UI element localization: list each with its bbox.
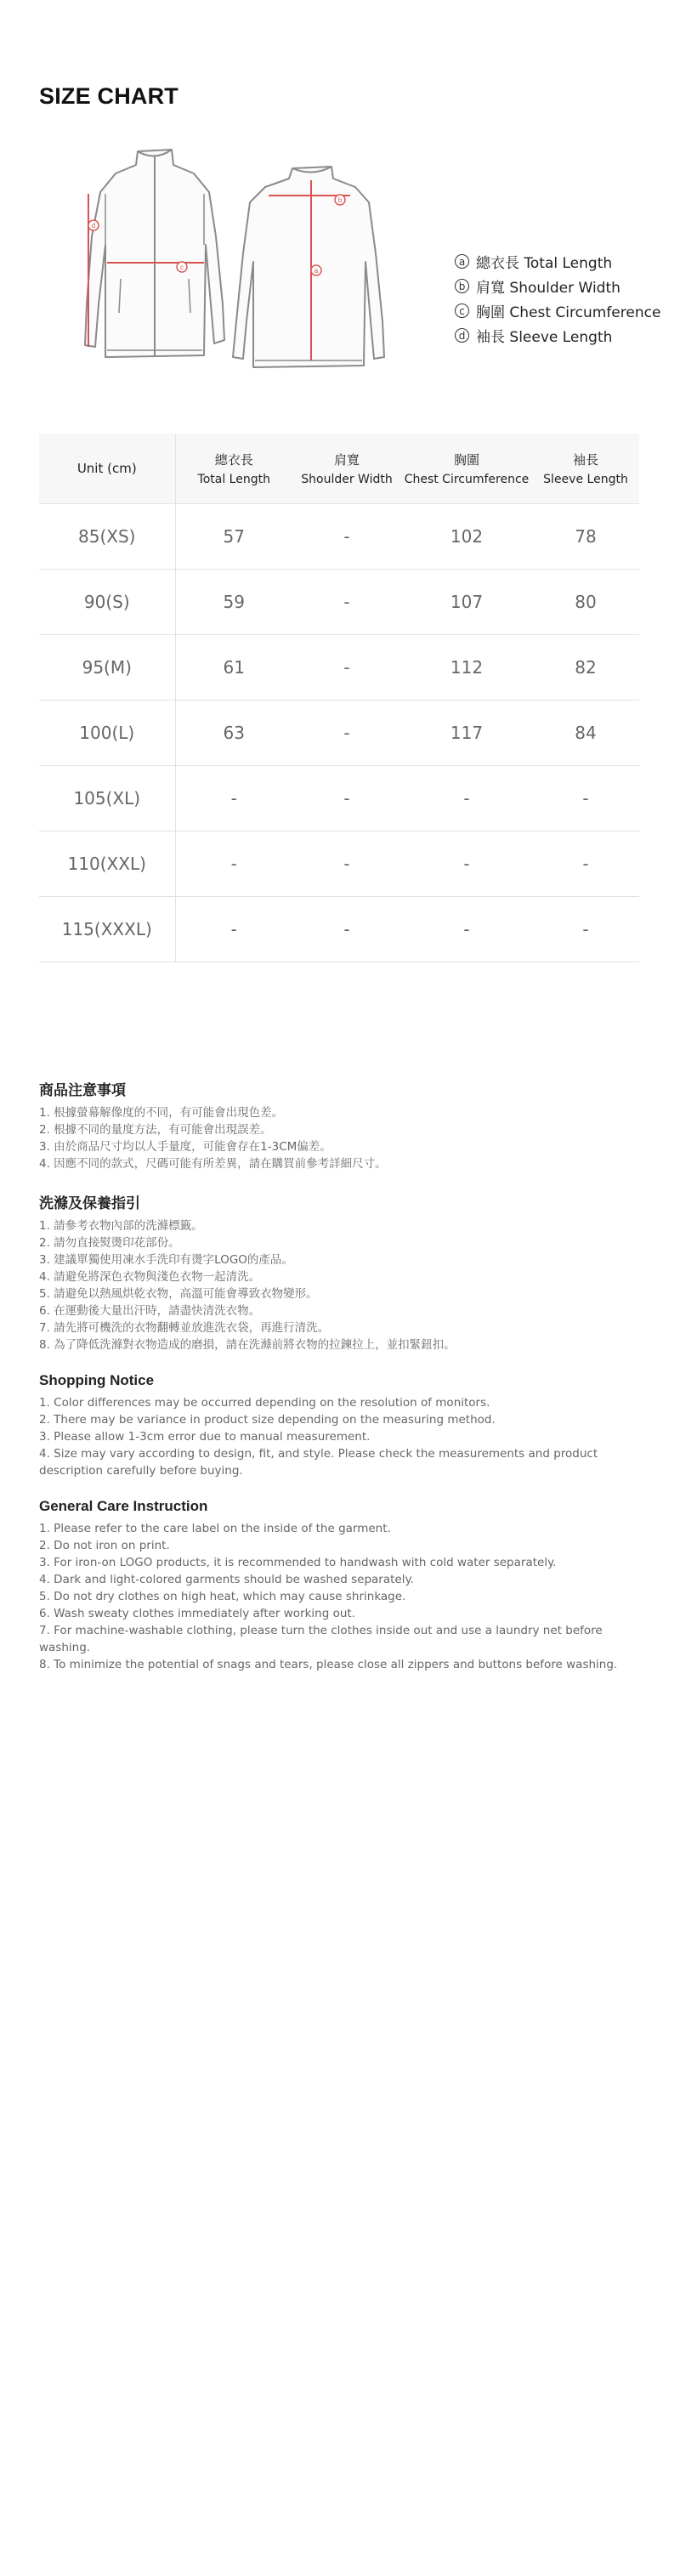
value-cell: - bbox=[175, 896, 292, 962]
list-item: 2. Do not iron on print. bbox=[39, 1539, 170, 1552]
legend-mark-icon: c bbox=[455, 304, 469, 318]
table-row bbox=[39, 896, 639, 962]
list-item: 1. 根據螢幕解像度的不同，有可能會出現色差。 bbox=[39, 1106, 284, 1120]
care-instructions-en bbox=[39, 1498, 644, 1673]
shopping-notice-heading: Shopping Notice bbox=[39, 1372, 155, 1388]
table-row bbox=[39, 634, 639, 700]
list-item: 6. 在運動後大量出汗時，請盡快清洗衣物。 bbox=[39, 1304, 261, 1318]
size-cell: 105(XL) bbox=[39, 765, 175, 831]
jacket-front-illustration bbox=[85, 150, 224, 357]
notes-section bbox=[39, 1078, 644, 1692]
page-title: SIZE CHART bbox=[39, 83, 178, 109]
value-cell: - bbox=[175, 831, 292, 896]
size-cell: 85(XS) bbox=[39, 503, 175, 569]
value-cell: - bbox=[532, 896, 639, 962]
column-header-sleeve-length: 袖長 Sleeve Length bbox=[532, 434, 639, 503]
table-header-row bbox=[39, 434, 639, 503]
value-cell: 63 bbox=[175, 700, 292, 765]
value-cell: - bbox=[401, 765, 532, 831]
jacket-back-illustration bbox=[233, 167, 384, 367]
table-row bbox=[39, 831, 639, 896]
list-item: 4. 請避免將深色衣物與淺色衣物一起清洗。 bbox=[39, 1270, 261, 1284]
value-cell: - bbox=[401, 831, 532, 896]
size-cell: 110(XXL) bbox=[39, 831, 175, 896]
value-cell: 107 bbox=[401, 569, 532, 634]
size-cell: 90(S) bbox=[39, 569, 175, 634]
list-item: 4. 因應不同的款式，尺碼可能有所差異，請在購買前參考詳細尺寸。 bbox=[39, 1157, 387, 1171]
size-cell: 95(M) bbox=[39, 634, 175, 700]
mark-c-label: c bbox=[180, 264, 184, 271]
legend-mark-icon: b bbox=[455, 279, 469, 293]
value-cell: - bbox=[292, 896, 401, 962]
legend-label: 總衣長 Total Length bbox=[476, 255, 613, 272]
value-cell: - bbox=[292, 700, 401, 765]
value-cell: 82 bbox=[532, 634, 639, 700]
table-row bbox=[39, 700, 639, 765]
unit-header: Unit (cm) bbox=[39, 434, 175, 503]
list-item: 3. 建議單獨使用凍水手洗印有燙字LOGO的產品。 bbox=[39, 1253, 293, 1267]
product-notes-heading: 商品注意事項 bbox=[39, 1082, 126, 1098]
legend-item-chest bbox=[455, 298, 660, 323]
legend-mark-icon: a bbox=[455, 254, 469, 269]
legend-item-total-length bbox=[455, 249, 660, 274]
legend-label: 胸圍 Chest Circumference bbox=[476, 304, 661, 321]
value-cell: - bbox=[292, 569, 401, 634]
value-cell: - bbox=[292, 831, 401, 896]
value-cell: - bbox=[175, 765, 292, 831]
list-item: 8. 為了降低洗滌對衣物造成的磨損，請在洗滌前將衣物的拉鍊拉上，並扣緊鈕扣。 bbox=[39, 1338, 456, 1352]
value-cell: 59 bbox=[175, 569, 292, 634]
mark-a-label: a bbox=[314, 267, 319, 275]
list-item: 3. 由於商品尺寸均以人手量度，可能會存在1-3CM偏差。 bbox=[39, 1140, 332, 1154]
value-cell: 102 bbox=[401, 503, 532, 569]
table-row bbox=[39, 765, 639, 831]
list-item: 5. 請避免以熱風烘乾衣物，高溫可能會導致衣物變形。 bbox=[39, 1287, 318, 1301]
list-item: 3. For iron-on LOGO products, it is recommended to handwash with cold water separately. bbox=[39, 1556, 557, 1569]
column-header-total-length: 總衣長 Total Length bbox=[175, 434, 292, 503]
legend-mark-icon: d bbox=[455, 328, 469, 343]
list-item: 6. Wash sweaty clothes immediately after working out. bbox=[39, 1607, 355, 1620]
value-cell: - bbox=[401, 896, 532, 962]
list-item: 7. For machine-washable clothing, please turn the clothes inside out and use a laundry net before washing. bbox=[39, 1624, 603, 1654]
shopping-notice bbox=[39, 1372, 644, 1479]
mark-d-label: d bbox=[91, 222, 96, 230]
list-item: 2. There may be variance in product size depending on the measuring method. bbox=[39, 1413, 496, 1427]
value-cell: 78 bbox=[532, 503, 639, 569]
list-item: 1. Please refer to the care label on the inside of the garment. bbox=[39, 1522, 391, 1535]
value-cell: 117 bbox=[401, 700, 532, 765]
value-cell: - bbox=[292, 503, 401, 569]
list-item: 1. 請參考衣物內部的洗滌標籤。 bbox=[39, 1219, 203, 1233]
list-item: 2. 根據不同的量度方法，有可能會出現誤差。 bbox=[39, 1123, 272, 1137]
care-instructions-zh bbox=[39, 1191, 644, 1353]
value-cell: - bbox=[292, 634, 401, 700]
list-item: 4. Size may vary according to design, fit, and style. Please check the measurements and product description carefully before buying. bbox=[39, 1447, 598, 1478]
value-cell: 57 bbox=[175, 503, 292, 569]
value-cell: 112 bbox=[401, 634, 532, 700]
value-cell: 61 bbox=[175, 634, 292, 700]
value-cell: 84 bbox=[532, 700, 639, 765]
size-table bbox=[39, 434, 639, 962]
value-cell: - bbox=[532, 765, 639, 831]
column-header-chest: 胸圍 Chest Circumference bbox=[401, 434, 532, 503]
product-notes bbox=[39, 1078, 644, 1172]
list-item: 2. 請勿直接熨燙印花部份。 bbox=[39, 1236, 180, 1250]
list-item: 3. Please allow 1-3cm error due to manual measurement. bbox=[39, 1430, 371, 1444]
legend-label: 肩寬 Shoulder Width bbox=[476, 280, 620, 297]
mark-b-label: b bbox=[337, 196, 343, 204]
legend-item-sleeve-length bbox=[455, 323, 660, 348]
measurement-legend bbox=[455, 249, 660, 348]
list-item: 1. Color differences may be occurred depending on the resolution of monitors. bbox=[39, 1396, 490, 1410]
list-item: 8. To minimize the potential of snags and tears, please close all zippers and buttons before washing. bbox=[39, 1658, 618, 1671]
size-cell: 100(L) bbox=[39, 700, 175, 765]
value-cell: 80 bbox=[532, 569, 639, 634]
list-item: 4. Dark and light-colored garments should be washed separately. bbox=[39, 1573, 414, 1586]
size-cell: 115(XXXL) bbox=[39, 896, 175, 962]
legend-label: 袖長 Sleeve Length bbox=[476, 329, 613, 346]
column-header-shoulder-width: 肩寬 Shoulder Width bbox=[292, 434, 401, 503]
list-item: 7. 請先將可機洗的衣物翻轉並放進洗衣袋，再進行清洗。 bbox=[39, 1321, 330, 1335]
jacket-diagram bbox=[42, 143, 416, 374]
list-item: 5. Do not dry clothes on high heat, which may cause shrinkage. bbox=[39, 1590, 406, 1603]
legend-item-shoulder-width bbox=[455, 274, 660, 298]
care-zh-heading: 洗滌及保養指引 bbox=[39, 1195, 140, 1211]
care-en-heading: General Care Instruction bbox=[39, 1498, 208, 1514]
value-cell: - bbox=[532, 831, 639, 896]
table-row bbox=[39, 569, 639, 634]
table-row bbox=[39, 503, 639, 569]
value-cell: - bbox=[292, 765, 401, 831]
